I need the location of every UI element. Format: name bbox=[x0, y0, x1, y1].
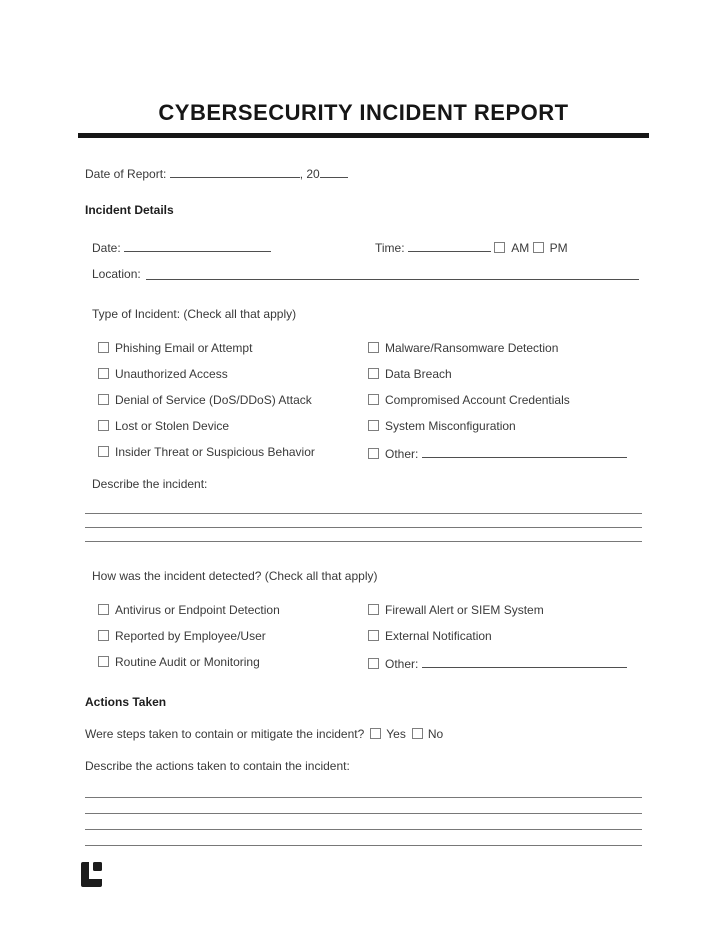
option-label: Antivirus or Endpoint Detection bbox=[115, 603, 280, 617]
checkbox-option-insider-threat bbox=[98, 445, 368, 461]
checkbox-option-antivirus bbox=[98, 603, 368, 617]
pm-checkbox[interactable] bbox=[533, 242, 544, 253]
checkbox-option-unauthorized-access bbox=[98, 367, 368, 381]
writing-line[interactable] bbox=[85, 814, 642, 830]
location-label: Location: bbox=[92, 267, 141, 281]
checkbox[interactable] bbox=[98, 656, 109, 667]
option-label: Malware/Ransomware Detection bbox=[385, 341, 559, 355]
checkbox[interactable] bbox=[368, 448, 379, 459]
writing-line[interactable] bbox=[85, 514, 642, 528]
option-label: External Notification bbox=[385, 629, 492, 643]
yes-checkbox[interactable] bbox=[370, 728, 381, 739]
checkbox[interactable] bbox=[98, 604, 109, 615]
pm-label: PM bbox=[549, 241, 568, 255]
checkbox[interactable] bbox=[368, 604, 379, 615]
am-checkbox[interactable] bbox=[494, 242, 505, 253]
checkbox-option-compromised-credentials bbox=[368, 393, 642, 407]
time-label: Time: bbox=[375, 241, 405, 255]
checkbox-option-routine-audit bbox=[98, 655, 368, 671]
writing-line[interactable] bbox=[85, 782, 642, 798]
other-incident-input[interactable] bbox=[422, 445, 627, 458]
checkbox-option-phishing bbox=[98, 341, 368, 355]
checkbox[interactable] bbox=[98, 420, 109, 431]
date-label: Date: bbox=[92, 241, 121, 255]
option-label: Unauthorized Access bbox=[115, 367, 228, 381]
checkbox[interactable] bbox=[98, 342, 109, 353]
other-detection-input[interactable] bbox=[422, 655, 627, 668]
option-label: Firewall Alert or SIEM System bbox=[385, 603, 544, 617]
checkbox-option-system-misconfiguration bbox=[368, 419, 642, 433]
checkbox[interactable] bbox=[98, 630, 109, 641]
page-title: CYBERSECURITY INCIDENT REPORT bbox=[158, 100, 569, 125]
checkbox[interactable] bbox=[368, 394, 379, 405]
option-label: Reported by Employee/User bbox=[115, 629, 266, 643]
checkbox-option-other-detection bbox=[368, 655, 642, 671]
time-input[interactable] bbox=[408, 239, 491, 252]
checkbox-option-reported-by-employee bbox=[98, 629, 368, 643]
report-year-input[interactable] bbox=[320, 165, 348, 178]
mitigation-question: Were steps taken to contain or mitigate the incident? bbox=[85, 727, 365, 741]
type-of-incident-label: Type of Incident: (Check all that apply) bbox=[92, 307, 297, 321]
section-heading-incident-details: Incident Details bbox=[85, 203, 174, 217]
report-date-input[interactable] bbox=[170, 165, 300, 178]
date-input[interactable] bbox=[124, 239, 271, 252]
writing-line[interactable] bbox=[85, 528, 642, 542]
no-checkbox[interactable] bbox=[412, 728, 423, 739]
location-input[interactable] bbox=[146, 267, 639, 280]
describe-incident-writing-lines bbox=[85, 500, 642, 542]
option-label: Other: bbox=[385, 447, 419, 461]
describe-actions-writing-lines bbox=[85, 782, 642, 846]
option-label: System Misconfiguration bbox=[385, 419, 516, 433]
checkbox-option-other-incident bbox=[368, 445, 642, 461]
checkbox[interactable] bbox=[368, 630, 379, 641]
detection-label: How was the incident detected? (Check all that apply) bbox=[92, 569, 378, 583]
checkbox[interactable] bbox=[368, 368, 379, 379]
option-label: Insider Threat or Suspicious Behavior bbox=[115, 445, 315, 459]
option-label: Compromised Account Credentials bbox=[385, 393, 570, 407]
checkbox-option-dos-attack bbox=[98, 393, 368, 407]
legal-templates-logo-icon bbox=[81, 862, 102, 887]
section-heading-actions-taken: Actions Taken bbox=[85, 695, 167, 709]
describe-incident-label: Describe the incident: bbox=[92, 477, 208, 491]
checkbox[interactable] bbox=[98, 446, 109, 457]
checkbox[interactable] bbox=[98, 368, 109, 379]
mitigation-question-row bbox=[85, 727, 642, 742]
writing-line[interactable] bbox=[85, 830, 642, 846]
writing-line[interactable] bbox=[85, 500, 642, 514]
report-date-label: Date of Report: bbox=[85, 167, 167, 181]
report-date-row bbox=[85, 165, 642, 182]
yes-label: Yes bbox=[386, 727, 406, 741]
checkbox-option-external-notification bbox=[368, 629, 642, 643]
option-label: Routine Audit or Monitoring bbox=[115, 655, 260, 669]
date-time-row bbox=[92, 239, 642, 256]
checkbox[interactable] bbox=[368, 658, 379, 669]
checkbox-option-data-breach bbox=[368, 367, 642, 381]
checkbox[interactable] bbox=[368, 342, 379, 353]
checkbox[interactable] bbox=[368, 420, 379, 431]
detection-checkbox-grid bbox=[98, 603, 642, 671]
no-label: No bbox=[427, 727, 444, 741]
option-label: Data Breach bbox=[385, 367, 452, 381]
checkbox[interactable] bbox=[98, 394, 109, 405]
describe-actions-label: Describe the actions taken to contain the incident: bbox=[85, 759, 350, 773]
option-label: Lost or Stolen Device bbox=[115, 419, 230, 433]
writing-line[interactable] bbox=[85, 798, 642, 814]
location-row bbox=[92, 267, 642, 282]
report-year-prefix: , 20 bbox=[299, 167, 320, 181]
am-label: AM bbox=[511, 241, 530, 255]
checkbox-option-firewall-siem bbox=[368, 603, 642, 617]
option-label: Other: bbox=[385, 657, 419, 671]
option-label: Denial of Service (DoS/DDoS) Attack bbox=[115, 393, 312, 407]
title-divider bbox=[78, 133, 649, 138]
incident-type-checkbox-grid bbox=[98, 341, 642, 461]
option-label: Phishing Email or Attempt bbox=[115, 341, 253, 355]
checkbox-option-malware bbox=[368, 341, 642, 355]
checkbox-option-lost-device bbox=[98, 419, 368, 433]
